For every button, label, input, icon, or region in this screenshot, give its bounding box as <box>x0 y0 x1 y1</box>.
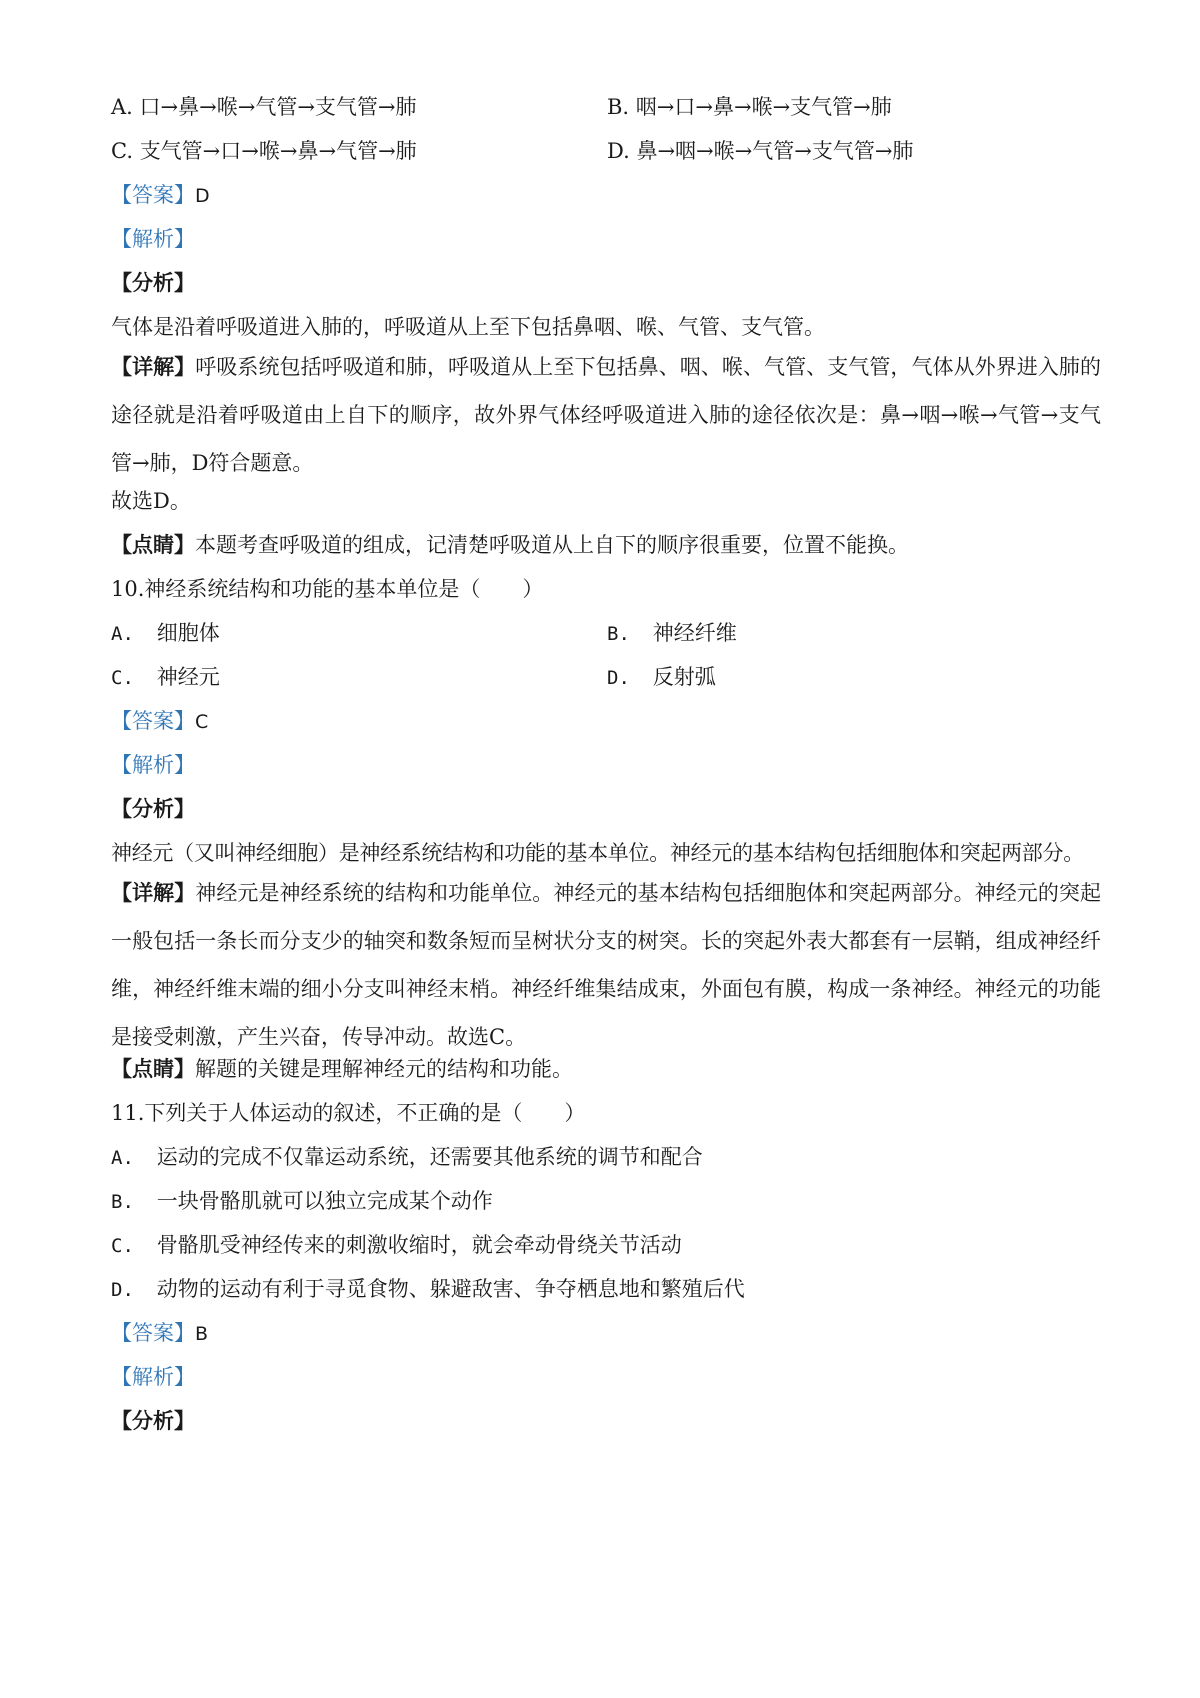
q10-fenxi-tag: 【分析】 <box>111 796 195 821</box>
dianjing-text: 本题考查呼吸道的组成，记清楚呼吸道从上自下的顺序很重要，位置不能换。 <box>195 533 909 557</box>
q10-jiexi-tag: 【解析】 <box>111 753 195 777</box>
option-text: 口→鼻→喉→气管→支气管→肺 <box>139 95 417 119</box>
option-text: 支气管→口→喉→鼻→气管→肺 <box>139 139 417 163</box>
q9-fenxi-tag: 【分析】 <box>111 270 195 295</box>
q10-fenxi-text: 神经元（又叫神经细胞）是神经系统结构和功能的基本单位。神经元的基本结构包括细胞体和突起两部分。 <box>111 841 1084 865</box>
q11-question: 11.下列关于人体运动的叙述，不正确的是（ ） <box>111 1101 586 1125</box>
q9-dianjing <box>111 529 1101 561</box>
q11-option-a <box>111 1141 703 1174</box>
xiangjie-text: 神经元是神经系统的结构和功能单位。神经元的基本结构包括细胞体和突起两部分。神经元的突起一般包括一条长而分支少的轴突和数条短而呈树状分支的树突。长的突起外表大都套有一层鞘，组成神经纤维，神经纤维末端的细小分支叫神经末梢。神经纤维集结成束，外面包有膜，构成一条神经。神经元的功能是接受刺激，产生兴奋，传导冲动。故选C。 <box>111 881 1102 1049</box>
option-label: D. <box>607 667 630 689</box>
q11-jiexi-tag: 【解析】 <box>111 1365 195 1389</box>
q9-option-b <box>607 91 892 123</box>
option-text: 鼻→咽→喉→气管→支气管→肺 <box>636 139 914 163</box>
option-label: D. <box>607 139 630 163</box>
q11-option-c <box>111 1229 682 1262</box>
q9-option-a <box>111 91 417 123</box>
xiangjie-tag: 【详解】 <box>111 354 196 379</box>
option-label: B. <box>111 1191 134 1213</box>
q10-dianjing <box>111 1053 1101 1085</box>
option-label: C. <box>111 1235 134 1257</box>
q9-xiangjie <box>111 343 1101 487</box>
option-text: 一块骨骼肌就可以独立完成某个动作 <box>156 1189 493 1213</box>
option-text: 运动的完成不仅靠运动系统，还需要其他系统的调节和配合 <box>156 1145 703 1169</box>
option-text: 反射弧 <box>652 665 716 689</box>
q9-answer <box>111 179 1101 212</box>
q10-question: 10.神经系统结构和功能的基本单位是（ ） <box>111 577 544 601</box>
option-text: 骨骼肌受神经传来的刺激收缩时，就会牵动骨绕关节活动 <box>156 1233 682 1257</box>
answer-tag: 【答案】 <box>111 183 195 207</box>
option-label: A. <box>111 95 133 119</box>
q10-answer <box>111 705 1101 738</box>
option-label: C. <box>111 139 133 163</box>
q11-fenxi-tag: 【分析】 <box>111 1408 195 1433</box>
q10-option-d <box>607 661 716 694</box>
option-label: A. <box>111 623 134 645</box>
q9-option-c <box>111 135 417 167</box>
q9-fenxi-text: 气体是沿着呼吸道进入肺的，呼吸道从上至下包括鼻咽、喉、气管、支气管。 <box>111 315 825 339</box>
answer-tag: 【答案】 <box>111 709 195 733</box>
option-text: 动物的运动有利于寻觅食物、躲避敌害、争夺栖息地和繁殖后代 <box>156 1277 745 1301</box>
option-label: D. <box>111 1279 134 1301</box>
option-label: B. <box>607 95 630 119</box>
q11-option-d <box>111 1273 745 1306</box>
option-label: C. <box>111 667 134 689</box>
option-label: A. <box>111 1147 134 1169</box>
xiangjie-text: 呼吸系统包括呼吸道和肺，呼吸道从上至下包括鼻、咽、喉、气管、支气管，气体从外界进入肺的途径就是沿着呼吸道由上自下的顺序，故外界气体经呼吸道进入肺的途径依次是：鼻→咽→喉→气管→支气管→肺，D符合题意。 <box>111 355 1102 475</box>
q11-answer <box>111 1317 1101 1350</box>
q10-option-a <box>111 617 220 650</box>
q10-xiangjie <box>111 869 1101 1061</box>
dianjing-text: 解题的关键是理解神经元的结构和功能。 <box>195 1057 573 1081</box>
dianjing-tag: 【点睛】 <box>111 532 195 557</box>
xiangjie-tag: 【详解】 <box>111 880 196 905</box>
q9-option-d <box>607 135 913 167</box>
option-text: 神经元 <box>156 665 220 689</box>
answer-value: D <box>195 185 210 207</box>
answer-value: B <box>195 1323 209 1345</box>
option-text: 细胞体 <box>156 621 220 645</box>
option-text: 神经纤维 <box>652 621 737 645</box>
q9-guxuan: 故选D。 <box>111 489 191 513</box>
q10-option-c <box>111 661 220 694</box>
option-text: 咽→口→鼻→喉→支气管→肺 <box>635 95 892 119</box>
q9-jiexi-tag: 【解析】 <box>111 227 195 251</box>
answer-tag: 【答案】 <box>111 1321 195 1345</box>
dianjing-tag: 【点睛】 <box>111 1056 195 1081</box>
answer-value: C <box>195 711 209 733</box>
option-label: B. <box>607 623 630 645</box>
q10-option-b <box>607 617 737 650</box>
q11-option-b <box>111 1185 493 1218</box>
